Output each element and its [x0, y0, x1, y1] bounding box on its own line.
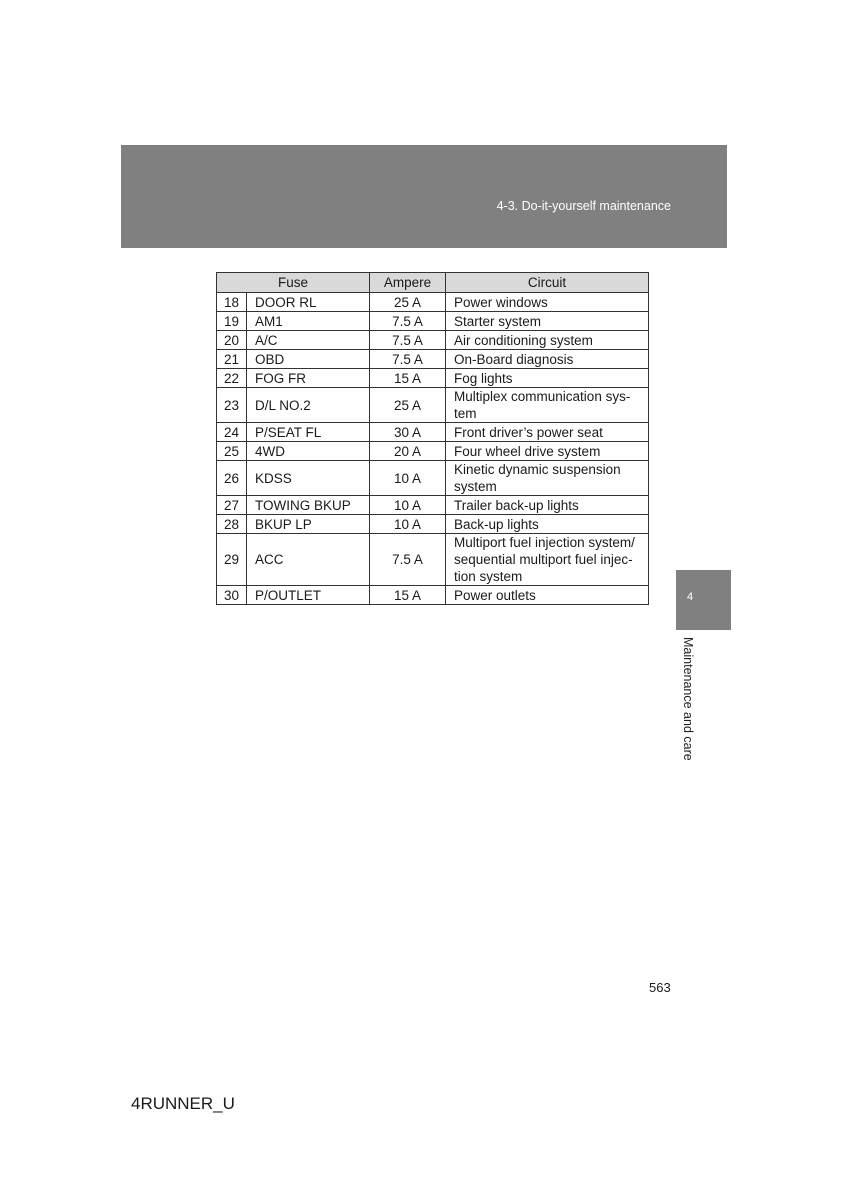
- fuse-table-body: [217, 293, 649, 605]
- fuse-table: [216, 272, 649, 605]
- ampere-cell: 30 A: [370, 423, 446, 442]
- ampere-cell: 25 A: [370, 293, 446, 312]
- ampere-cell: 10 A: [370, 461, 446, 496]
- fuse-name-cell: DOOR RL: [247, 293, 370, 312]
- fuse-number-cell: 22: [217, 369, 247, 388]
- ampere-cell: 7.5 A: [370, 534, 446, 586]
- chapter-tab: [676, 570, 731, 630]
- circuit-cell: Four wheel drive system: [446, 442, 649, 461]
- ampere-cell: 20 A: [370, 442, 446, 461]
- header-band: [121, 145, 727, 248]
- circuit-cell: Trailer back-up lights: [446, 496, 649, 515]
- fuse-name-cell: P/OUTLET: [247, 586, 370, 605]
- circuit-cell: Multiport fuel injection system/ sequential multiport fuel injec- tion system: [446, 534, 649, 586]
- table-row: [217, 586, 649, 605]
- circuit-cell: Air conditioning system: [446, 331, 649, 350]
- table-row: [217, 293, 649, 312]
- table-row: [217, 496, 649, 515]
- circuit-cell: Kinetic dynamic suspension system: [446, 461, 649, 496]
- fuse-name-cell: D/L NO.2: [247, 388, 370, 423]
- circuit-cell: Power outlets: [446, 586, 649, 605]
- circuit-cell: Back-up lights: [446, 515, 649, 534]
- fuse-name-cell: P/SEAT FL: [247, 423, 370, 442]
- fuse-number-cell: 23: [217, 388, 247, 423]
- fuse-number-cell: 30: [217, 586, 247, 605]
- ampere-cell: 15 A: [370, 369, 446, 388]
- table-row: [217, 423, 649, 442]
- fuse-name-cell: TOWING BKUP: [247, 496, 370, 515]
- fuse-number-cell: 24: [217, 423, 247, 442]
- chapter-number: 4: [687, 591, 694, 603]
- ampere-cell: 7.5 A: [370, 312, 446, 331]
- fuse-number-cell: 29: [217, 534, 247, 586]
- circuit-cell: Power windows: [446, 293, 649, 312]
- table-row: [217, 461, 649, 496]
- ampere-cell: 10 A: [370, 515, 446, 534]
- ampere-cell: 25 A: [370, 388, 446, 423]
- column-header-circuit: Circuit: [446, 273, 649, 293]
- fuse-name-cell: AM1: [247, 312, 370, 331]
- table-row: [217, 515, 649, 534]
- fuse-name-cell: ACC: [247, 534, 370, 586]
- table-row: [217, 442, 649, 461]
- section-title: 4-3. Do-it-yourself maintenance: [496, 199, 671, 213]
- fuse-table-header: [217, 273, 649, 293]
- table-row: [217, 534, 649, 586]
- fuse-number-cell: 19: [217, 312, 247, 331]
- fuse-number-cell: 25: [217, 442, 247, 461]
- fuse-number-cell: 20: [217, 331, 247, 350]
- table-row: [217, 331, 649, 350]
- column-header-ampere: Ampere: [370, 273, 446, 293]
- circuit-cell: Front driver’s power seat: [446, 423, 649, 442]
- fuse-name-cell: BKUP LP: [247, 515, 370, 534]
- fuse-number-cell: 27: [217, 496, 247, 515]
- table-row: [217, 388, 649, 423]
- circuit-cell: Starter system: [446, 312, 649, 331]
- page-number: 563: [649, 980, 671, 995]
- table-row: [217, 350, 649, 369]
- fuse-name-cell: A/C: [247, 331, 370, 350]
- ampere-cell: 15 A: [370, 586, 446, 605]
- ampere-cell: 7.5 A: [370, 350, 446, 369]
- fuse-name-cell: FOG FR: [247, 369, 370, 388]
- table-row: [217, 369, 649, 388]
- circuit-cell: On-Board diagnosis: [446, 350, 649, 369]
- fuse-number-cell: 26: [217, 461, 247, 496]
- chapter-label: Maintenance and care: [681, 637, 695, 761]
- ampere-cell: 10 A: [370, 496, 446, 515]
- table-row: [217, 312, 649, 331]
- circuit-cell: Fog lights: [446, 369, 649, 388]
- circuit-cell: Multiplex communication sys- tem: [446, 388, 649, 423]
- fuse-name-cell: OBD: [247, 350, 370, 369]
- footer-model: 4RUNNER_U: [131, 1094, 235, 1113]
- fuse-name-cell: KDSS: [247, 461, 370, 496]
- fuse-number-cell: 21: [217, 350, 247, 369]
- header-row: [217, 273, 649, 293]
- ampere-cell: 7.5 A: [370, 331, 446, 350]
- fuse-name-cell: 4WD: [247, 442, 370, 461]
- fuse-number-cell: 18: [217, 293, 247, 312]
- fuse-number-cell: 28: [217, 515, 247, 534]
- column-header-fuse: Fuse: [217, 273, 370, 293]
